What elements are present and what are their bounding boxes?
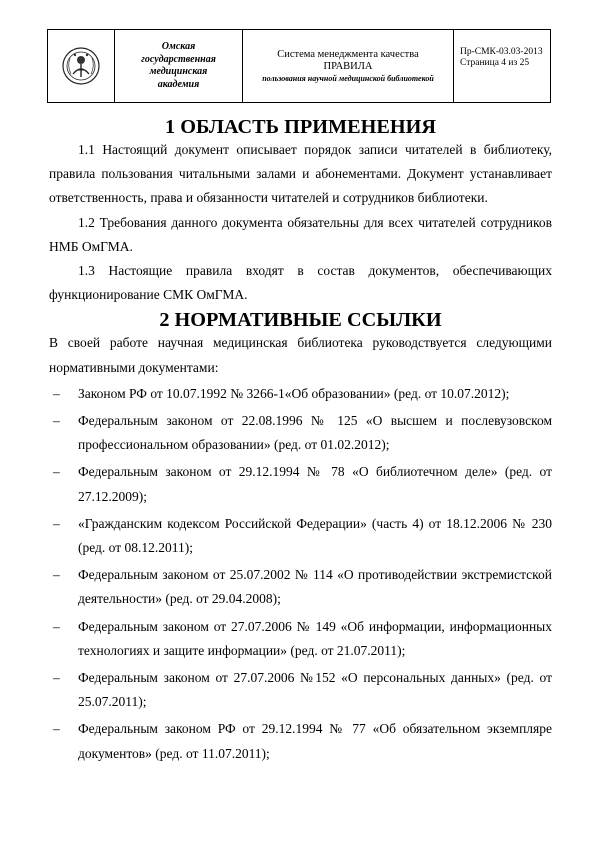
list-item-text: Федеральным законом от 29.12.1994 № 78 «О библиотечном деле» (ред. от 27.12.2009); [78,464,552,504]
list-dash: – [53,515,60,531]
list-dash: – [53,618,60,634]
list-item-text: Федеральным законом от 27.07.2006 №152 «О персональных данных» (ред. от 25.07.2011); [78,670,552,710]
document-subject: пользования научной медицинской библиотекой [262,73,434,83]
institution-line: государственная [141,53,216,65]
list-item-text: «Гражданским кодексом Российской Федерации» (часть 4) от 18.12.2006 № 230 (ред. от 08.12.2011); [78,515,552,556]
paragraph: В своей работе научная медицинская библиотека руководствуется следующими нормативными документами: [49,335,552,375]
paragraph: 1.1 Настоящий документ описывает порядок записи читателей в библиотеку, правила пользования читальными залами и абонементами. Документ устанавливает ответственность, права и обязанности читателей и сотрудников библиотеки. [49,142,552,206]
list-dash: – [53,567,60,583]
section-title: 2 НОРМАТИВНЫЕ ССЫЛКИ [159,309,442,332]
institution-line: академия [157,78,200,90]
document-code: Пр-СМК-03.03-2013 [460,47,543,57]
institution-line: медицинская [149,66,208,77]
list-item [49,563,552,611]
document-title-cell [243,30,454,103]
list-item [49,460,552,508]
list-item-text: Законом РФ от 10.07.1992 № 3266-1«Об образовании» (ред. от 10.07.2012); [78,385,510,401]
document-header-table [47,29,551,103]
document-type: ПРАВИЛА [323,60,373,72]
section-title: 1 ОБЛАСТЬ ПРИМЕНЕНИЯ [165,116,436,138]
list-item-text: Федеральным законом от 25.07.2002 № 114 «О противодействии экстремистской деятельности» (ред. от 29.04.2008); [78,567,552,607]
list-item [49,717,552,765]
document-code-cell [454,30,551,103]
page-number: Страница 4 из 25 [460,58,530,68]
logo-cell [48,30,115,103]
list-item [49,666,552,714]
list-item-text: Федеральным законом РФ от 29.12.1994 № 77 «Об обязательном экземпляре документов» (ред. от 11.07.2011); [78,721,552,761]
list-dash: – [53,721,60,737]
institution-line: Омская [161,41,196,52]
list-item [49,615,552,663]
list-item-text: Федеральным законом от 27.07.2006 № 149 «Об информации, информационных технологиях и защите информации» (ред. от 21.07.2011); [78,618,552,658]
paragraph: 1.2 Требования данного документа обязательны для всех читателей сотрудников НМБ ОмГМА. [49,214,552,254]
academy-emblem-icon [61,46,101,86]
list-dash: – [53,464,60,480]
list-dash: – [53,413,60,429]
list-item [49,512,552,560]
list-item [49,382,552,406]
document-body [49,116,552,769]
list-dash: – [53,670,60,686]
list-item [49,409,552,457]
paragraph: 1.3 Настоящие правила входят в состав документов, обеспечивающих функционирование СМК ОмГМА. [49,263,552,303]
list-dash: – [53,385,60,401]
list-item-text: Федеральным законом от 22.08.1996 № 125 «О высшем и послевузовском профессиональном образовании» (ред. от 01.02.2012); [78,413,552,453]
quality-system-label: Система менеджмента качества [277,48,419,60]
references-list [49,382,552,766]
institution-name [115,30,243,103]
